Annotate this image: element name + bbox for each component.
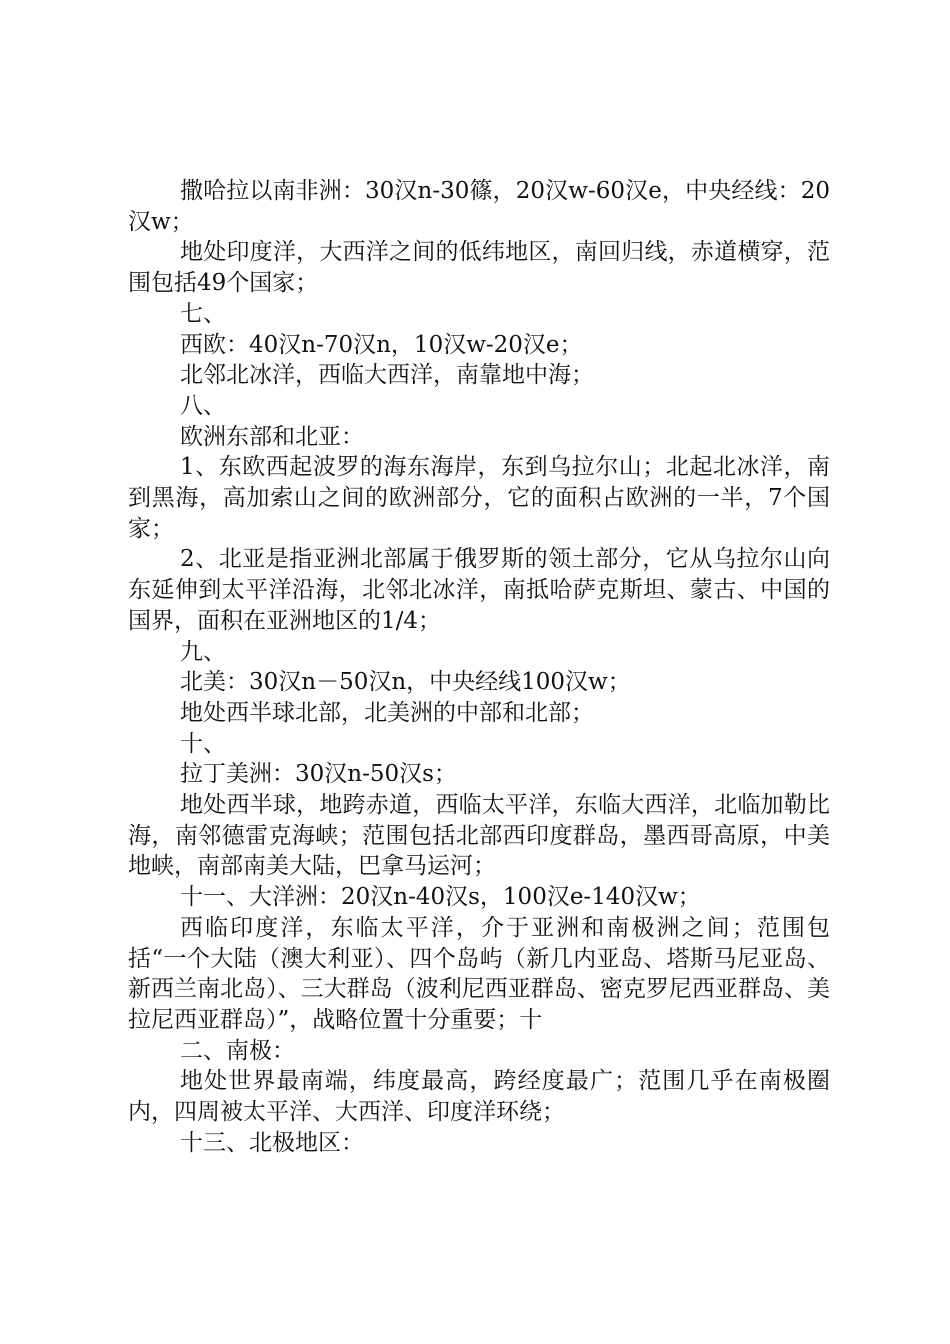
paragraph: 七、 (180, 300, 226, 327)
paragraph: 十一、大洋洲：20汉n-40汉s，100汉e-140汉w； (180, 884, 701, 911)
paragraph: 欧洲东部和北亚： (180, 423, 364, 450)
paragraph: 撒哈拉以南非洲：30汉n-30篠，20汉w-60汉e，中央经线：20汉w； (128, 178, 830, 235)
paragraph: 拉丁美洲：30汉n-50汉s； (180, 761, 457, 788)
paragraph: 地处印度洋，大西洋之间的低纬地区，南回归线，赤道横穿，范围包括49个国家； (128, 239, 830, 297)
paragraph: 地处西半球北部，北美洲的中部和北部； (180, 699, 594, 726)
paragraph: 十三、北极地区： (180, 1129, 364, 1156)
paragraph: 十、 (180, 730, 226, 757)
paragraph: 地处西半球，地跨赤道，西临太平洋，东临大西洋，北临加勒比海，南邻德雷克海峡；范围包括北部西印度群岛，墨西哥高原，中美地峡，南部南美大陆，巴拿马运河； (128, 792, 830, 880)
document-body (128, 176, 830, 1159)
paragraph: 西临印度洋，东临太平洋，介于亚洲和南极洲之间；范围包括“一个大陆（澳大利亚）、四个岛屿（新几内亚岛、塔斯马尼亚岛、新西兰南北岛）、三大群岛（波利尼西亚群岛、密克罗尼西亚群岛、美拉尼西亚群岛）”，战略位置十分重要；十 (128, 914, 830, 1033)
paragraph: 西欧：40汉n-70汉n，10汉w-20汉e； (180, 331, 583, 358)
paragraph: 地处世界最南端，纬度最高，跨经度最广；范围几乎在南极圈内，四周被太平洋、大西洋、印度洋环绕； (128, 1068, 830, 1126)
paragraph: 二、南极： (180, 1037, 295, 1064)
paragraph: 2、北亚是指亚洲北部属于俄罗斯的领土部分，它从乌拉尔山向东延伸到太平洋沿海，北邻北冰洋，南抵哈萨克斯坦、蒙古、中国的国界，面积在亚洲地区的1/4； (128, 546, 830, 634)
paragraph: 北邻北冰洋，西临大西洋，南靠地中海； (180, 362, 594, 389)
paragraph: 北美：30汉n－50汉n，中央经线100汉w； (180, 669, 631, 696)
paragraph: 八、 (180, 392, 226, 419)
paragraph: 九、 (180, 638, 226, 665)
paragraph: 1、东欧西起波罗的海东海岸，东到乌拉尔山；北起北冰洋，南到黑海，高加索山之间的欧洲部分，它的面积占欧洲的一半，7个国家； (128, 454, 830, 542)
